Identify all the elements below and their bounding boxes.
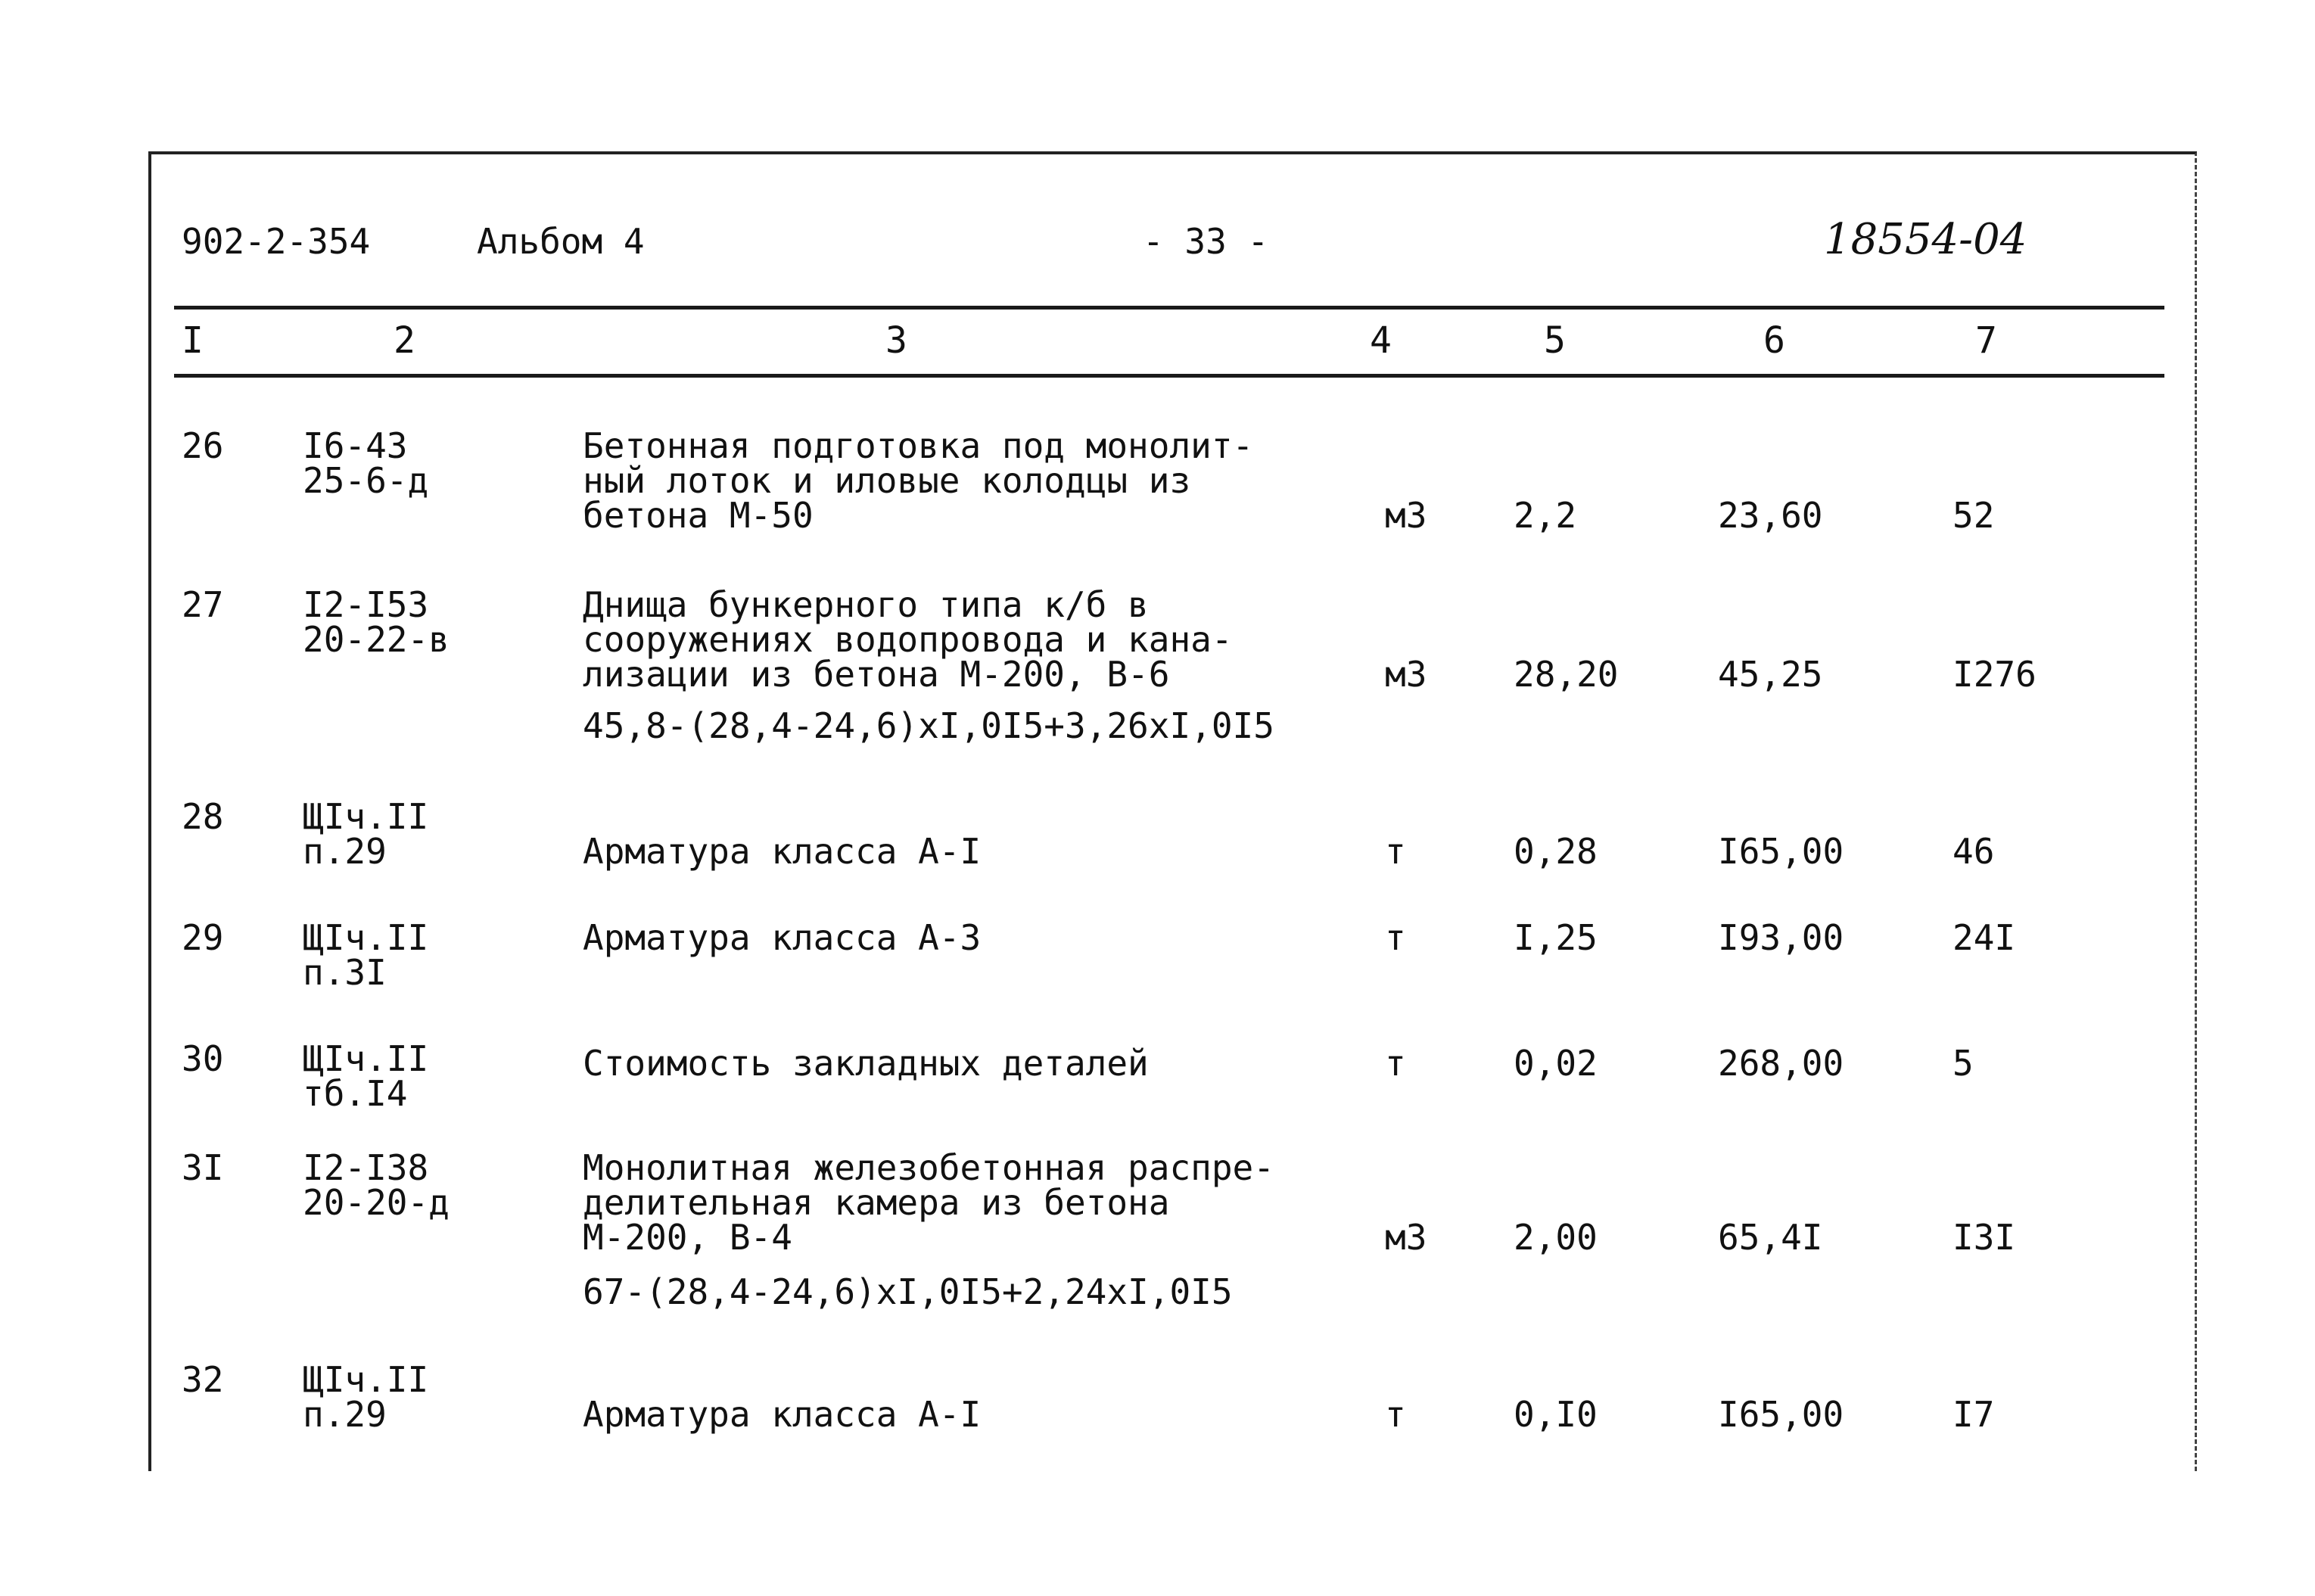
row-number: 26 [182,425,224,466]
handwritten-number: 18554-04 [1824,215,2027,264]
row-qty: 0,02 [1514,1043,1598,1084]
row-total: 46 [1953,831,1995,872]
row-ref-line2: 25-6-д [303,460,429,501]
row-formula: 45,8-(28,4-24,6)хI,0I5+3,26хI,0I5 [583,705,1274,746]
row-ref-line1: ЩIч.II [303,917,429,958]
row-ref-line1: I6-43 [303,425,408,466]
row-desc-line3: бетона М-50 [583,495,814,536]
doc-code: 902-2-354 [182,221,371,262]
row-desc-line1: Бетонная подготовка под монолит- [583,425,1254,466]
row-unit: м3 [1385,654,1427,695]
row-number: 28 [182,796,224,837]
row-total: 24I [1953,917,2016,958]
row-desc-line3: М-200, В-4 [583,1217,792,1258]
row-total: I7 [1953,1394,1995,1435]
row-qty: 0,28 [1514,831,1598,872]
row-desc-line3: лизации из бетона М-200, В-6 [583,654,1170,695]
row-number: 29 [182,917,224,958]
col-header-6: 6 [1763,319,1785,362]
row-price: 65,4I [1718,1217,1823,1258]
row-ref-line2: п.29 [303,1394,387,1435]
row-ref-line1: ЩIч.II [303,1359,429,1400]
row-number: 30 [182,1038,224,1079]
row-desc-line1: Арматура класса А-I [583,831,982,872]
col-header-1: I [182,319,204,362]
row-ref-line2: 20-22-в [303,619,450,660]
row-unit: т [1385,1394,1406,1435]
row-qty: 2,00 [1514,1217,1598,1258]
row-ref-line2: п.3I [303,952,387,993]
row-unit: т [1385,831,1406,872]
row-price: 45,25 [1718,654,1823,695]
col-header-4: 4 [1370,319,1392,362]
row-unit: м3 [1385,1217,1427,1258]
col-header-3: 3 [885,319,907,362]
row-price: 268,00 [1718,1043,1844,1084]
row-ref-line2: тб.I4 [303,1073,408,1114]
row-desc-line1: Арматура класса А-I [583,1394,982,1435]
row-number: 27 [182,584,224,625]
row-desc-line1: Стоимость закладных деталей [583,1043,1149,1084]
row-ref-line1: ЩIч.II [303,1038,429,1079]
col-header-7: 7 [1975,319,1997,362]
row-total: 5 [1953,1043,1974,1084]
row-qty: 0,I0 [1514,1394,1598,1435]
row-formula: 67-(28,4-24,6)хI,0I5+2,24хI,0I5 [583,1271,1233,1312]
row-ref-line1: ЩIч.II [303,796,429,837]
row-total: 52 [1953,495,1995,536]
row-desc-line2: делительная камера из бетона [583,1182,1170,1223]
row-unit: т [1385,1043,1406,1084]
col-header-5: 5 [1544,319,1566,362]
row-price: I65,00 [1718,1394,1844,1435]
row-price: 23,60 [1718,495,1823,536]
row-number: 3I [182,1147,224,1188]
row-qty: 28,20 [1514,654,1619,695]
row-desc-line2: сооружениях водопровода и кана- [583,619,1233,660]
row-total: I276 [1953,654,2037,695]
table-top-rule [174,306,2164,310]
row-unit: т [1385,917,1406,958]
col-header-2: 2 [394,319,415,362]
album-label: Альбом 4 [477,221,645,262]
row-ref-line2: 20-20-д [303,1182,450,1223]
row-desc-line1: Арматура класса А-3 [583,917,982,958]
row-number: 32 [182,1359,224,1400]
row-desc-line1: Днища бункерного типа к/б в [583,584,1149,625]
row-unit: м3 [1385,495,1427,536]
row-qty: I,25 [1514,917,1598,958]
page-number: - 33 - [1143,221,1269,262]
row-ref-line1: I2-I53 [303,584,429,625]
row-price: I93,00 [1718,917,1844,958]
row-ref-line2: п.29 [303,831,387,872]
row-ref-line1: I2-I38 [303,1147,429,1188]
row-price: I65,00 [1718,831,1844,872]
document-sheet [148,151,2197,1471]
table-header-rule [174,374,2164,378]
row-qty: 2,2 [1514,495,1577,536]
row-total: I3I [1953,1217,2016,1258]
row-desc-line2: ный лоток и иловые колодцы из [583,460,1191,501]
row-desc-line1: Монолитная железобетонная распре- [583,1147,1274,1188]
